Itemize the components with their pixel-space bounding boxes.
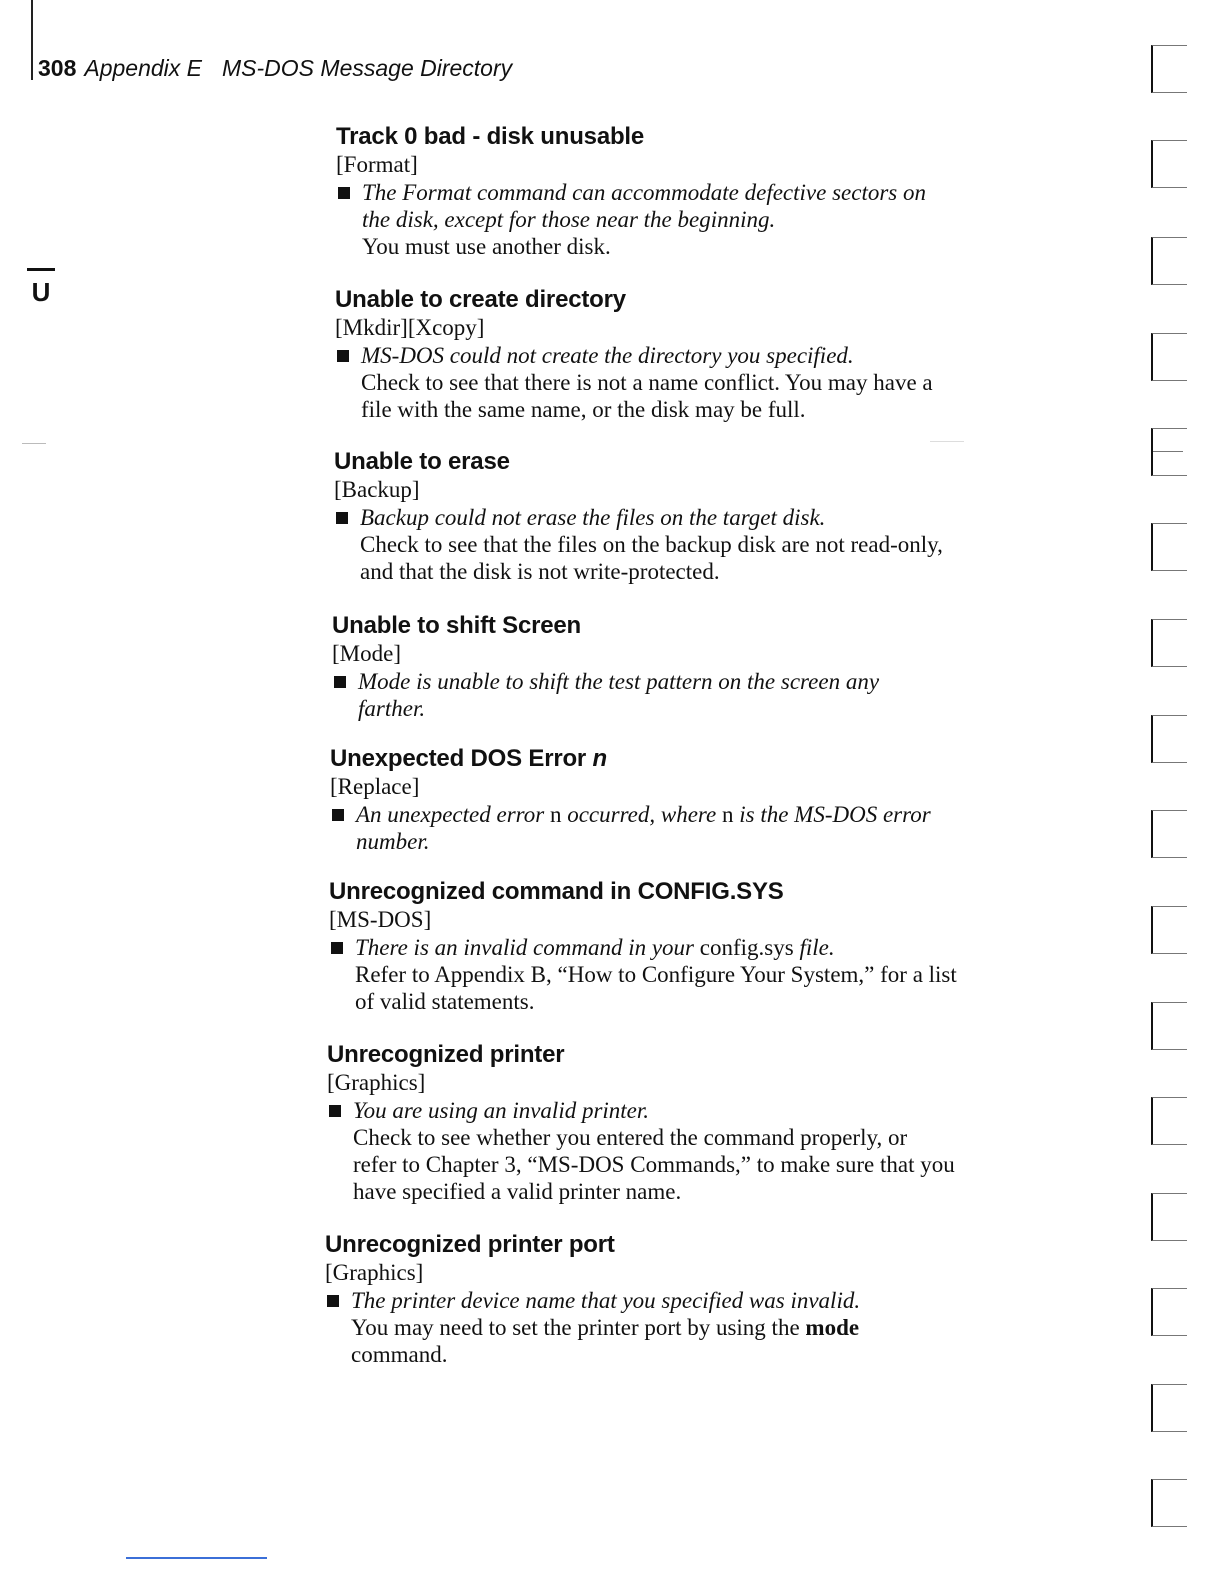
heading-text: Unexpected DOS Error (330, 745, 593, 772)
thumb-tab-text: U (31, 277, 51, 307)
index-tab-edge (1151, 140, 1187, 188)
cause-line: farther. (358, 696, 426, 721)
cause-line: The Format command can accommodate defective sectors on (362, 180, 926, 205)
action-line: Check to see whether you entered the command properly, or (353, 1125, 908, 1150)
mode-command-name: mode (805, 1315, 860, 1340)
entry-cause (330, 801, 1090, 855)
entry-command: [Graphics] (327, 1070, 426, 1095)
entry-action (334, 531, 1094, 585)
entry-action (336, 233, 1096, 260)
variable-n: n (549, 802, 562, 827)
cause-text: occurred, where (561, 802, 722, 827)
entry-command: [Format] (336, 152, 418, 177)
bullet-square-icon (338, 187, 350, 199)
cause-line: number. (356, 829, 430, 854)
entry-track-0-bad (336, 122, 1096, 260)
entry-command: [Backup] (334, 477, 420, 502)
index-tab-edge (1151, 1193, 1187, 1241)
entry-unexpected-dos-error (330, 744, 1090, 855)
page-title: MS-DOS Message Directory (222, 55, 513, 81)
index-tab-edge-current (1151, 428, 1187, 476)
footer-rule (126, 1557, 267, 1559)
action-line: and that the disk is not write-protected. (360, 559, 720, 584)
action-line: file with the same name, or the disk may be full. (361, 397, 806, 422)
entry-heading (330, 744, 1090, 774)
thumb-tab-bar (27, 268, 55, 271)
action-text: You may need to set the printer port by using the (351, 1315, 806, 1340)
index-tab-edge (1151, 45, 1187, 93)
heading-variable: n (592, 745, 608, 772)
entry-cause (336, 179, 1096, 233)
scan-mark (930, 441, 964, 442)
entry-unable-to-erase (334, 447, 1094, 585)
bracket: [ (329, 907, 337, 932)
entry-heading: Unable to create directory (335, 286, 626, 313)
index-tab-edge (1151, 1384, 1187, 1432)
index-tab-edge (1151, 1288, 1187, 1336)
entry-unrecognized-command-config-sys (329, 877, 1089, 1015)
ms-dos-smallcaps: MS-DOS (361, 343, 445, 368)
bullet-square-icon (329, 1105, 341, 1117)
entry-command: [Mode] (332, 641, 401, 666)
cause-line: You are using an invalid printer. (353, 1098, 650, 1123)
index-tab-edge (1151, 715, 1187, 763)
action-line (351, 1314, 1085, 1341)
page-number: 308 (38, 55, 77, 81)
bullet-square-icon (334, 676, 346, 688)
variable-n: n (721, 802, 734, 827)
entry-cause (327, 1097, 1087, 1124)
entry-heading: Unable to shift Screen (332, 612, 581, 639)
entry-action (325, 1314, 1085, 1368)
action-line: Refer to Appendix B, “How to Configure Your System,” for a list (355, 962, 957, 987)
config-sys-filename: config.sys (699, 935, 794, 960)
thumb-tab-letter (26, 268, 56, 308)
index-tab-edge (1151, 523, 1187, 571)
index-tab-edge (1151, 1097, 1187, 1145)
cause-line: Backup could not erase the files on the target disk. (360, 505, 826, 530)
entry-cause (329, 934, 1089, 961)
entry-command: [Mkdir][Xcopy] (335, 315, 485, 340)
cause-text: An unexpected error (356, 802, 550, 827)
action-line: Check to see that the files on the backup disk are not read-only, (360, 532, 943, 557)
entry-action (329, 961, 1089, 1015)
entry-command (329, 906, 1089, 934)
ms-dos-smallcaps: MS-DOS (336, 907, 424, 932)
entry-heading: Unrecognized command in CONFIG.SYS (329, 878, 784, 905)
bullet-square-icon (337, 350, 349, 362)
running-head (38, 55, 512, 82)
action-line: have specified a valid printer name. (353, 1179, 682, 1204)
margin-rule (31, 0, 33, 80)
entry-unrecognized-printer (327, 1040, 1087, 1205)
cause-line: The printer device name that you specified was invalid. (351, 1288, 861, 1313)
bullet-square-icon (327, 1295, 339, 1307)
action-line: Check to see that there is not a name conflict. You may have a (361, 370, 933, 395)
entry-command: [Graphics] (325, 1260, 424, 1285)
margin-mark (22, 443, 46, 444)
entry-heading: Unable to erase (334, 448, 510, 475)
cause-text: could not create the directory you specified. (444, 343, 854, 368)
index-tab-edge (1151, 237, 1187, 285)
ms-dos-smallcaps: MS-DOS (537, 1152, 625, 1177)
entry-heading: Unrecognized printer port (325, 1231, 615, 1258)
entry-heading: Unrecognized printer (327, 1041, 565, 1068)
index-tab-edge (1151, 619, 1187, 667)
entry-action (335, 369, 1095, 423)
index-tab-edge (1151, 1479, 1187, 1527)
action-line: You must use another disk. (362, 234, 611, 259)
cause-line (361, 342, 1095, 369)
cause-text: is the MS-DOS error (733, 802, 931, 827)
cause-line (355, 934, 1089, 961)
index-tab-edge (1151, 1002, 1187, 1050)
entry-cause (335, 342, 1095, 369)
bullet-square-icon (332, 809, 344, 821)
index-tab-edge (1151, 906, 1187, 954)
cause-line: the disk, except for those near the beginning. (362, 207, 776, 232)
entry-cause (332, 668, 1092, 722)
bullet-square-icon (331, 942, 343, 954)
action-text: refer to Chapter 3, “ (353, 1152, 538, 1177)
action-line (353, 1151, 1087, 1178)
entry-unable-to-create-directory (335, 285, 1095, 423)
entry-heading: Track 0 bad - disk unusable (336, 123, 645, 150)
bullet-square-icon (336, 512, 348, 524)
index-tab-edge (1151, 810, 1187, 858)
entry-cause (334, 504, 1094, 531)
entry-unrecognized-printer-port (325, 1230, 1085, 1368)
cause-line: Mode is unable to shift the test pattern on the screen any (358, 669, 880, 694)
entry-unable-to-shift-screen (332, 611, 1092, 722)
bracket: ] (423, 907, 432, 932)
action-line: of valid statements. (355, 989, 535, 1014)
entry-cause (325, 1287, 1085, 1314)
cause-text: There is an invalid command in your (355, 935, 700, 960)
cause-text: file. (793, 935, 835, 960)
cause-line (356, 801, 1090, 828)
appendix-label: Appendix E (84, 55, 203, 81)
action-line: command. (351, 1342, 448, 1367)
entry-command: [Replace] (330, 774, 420, 799)
action-text: Commands,” to make sure that you (624, 1152, 955, 1177)
index-tab-edge (1151, 333, 1187, 381)
entry-action (327, 1124, 1087, 1205)
